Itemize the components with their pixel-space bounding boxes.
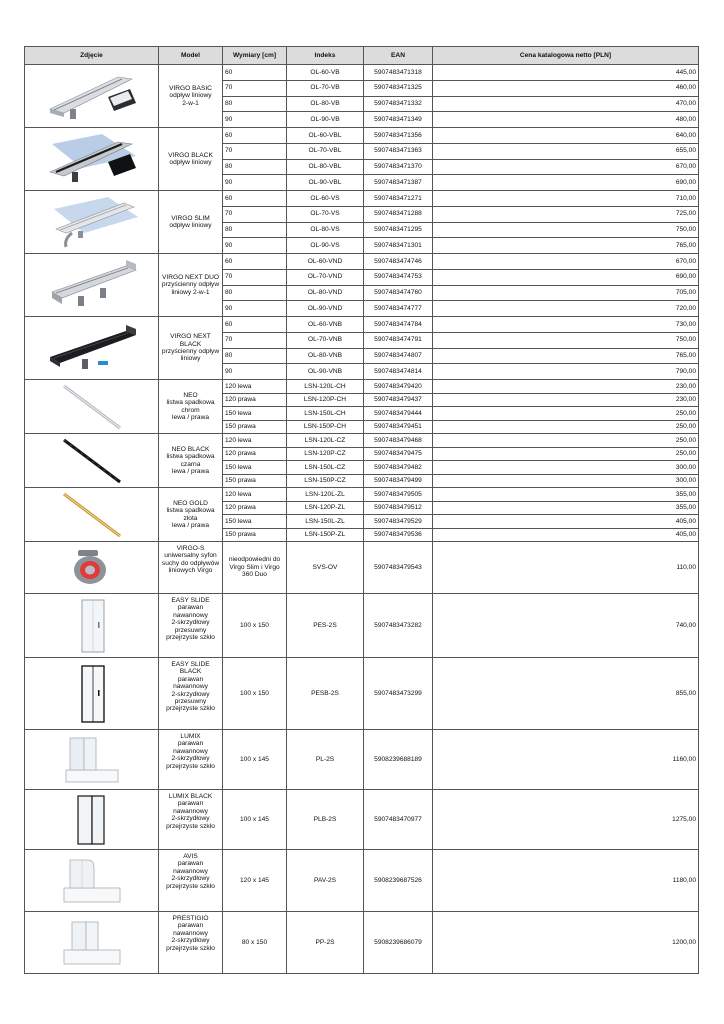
ean-cell: 5907483479437 [364,393,433,407]
table-row [25,65,699,81]
header-model: Model [159,47,223,65]
dimension-cell: 80 [223,222,287,238]
model-name: PRESTIGIO parawan nawannowy 2-skrzydłowy przejrzyste szkło [159,912,223,974]
ean-cell: 5907483479543 [364,542,433,594]
model-name: NEO GOLD listwa spadkowa złota lewa / prawa [159,488,223,542]
shower-screen-black-photo [42,662,142,726]
ean-cell: 5907483471325 [364,80,433,96]
model-name: VIRGO NEXT DUO przyścienny odpływ liniowy 2-w-1 [159,254,223,317]
header-price: Cena katalogowa netto [PLN] [433,47,699,65]
dimension-cell: 150 lewa [223,407,287,421]
table-row [25,730,699,790]
dimension-cell: 80 [223,285,287,301]
index-cell: OL-80-VNB [287,348,364,364]
table-row [25,912,699,974]
price-cell: 250,00 [433,447,699,461]
dimension-cell: 90 [223,364,287,380]
product-photo-cell [25,850,159,912]
dimension-cell: 150 lewa [223,461,287,475]
model-name: EASY SLIDE BLACK parawan nawannowy 2-skrzydłowy przesuwny przejrzyste szkło [159,658,223,730]
index-cell: OL-80-VBL [287,159,364,175]
ean-cell: 5907483479475 [364,447,433,461]
ean-cell: 5907483471288 [364,206,433,222]
ean-cell: 5907483471318 [364,65,433,81]
dimension-cell: 150 prawa [223,528,287,542]
product-photo-cell [25,380,159,434]
price-cell: 480,00 [433,112,699,128]
ean-cell: 5907483471356 [364,128,433,144]
index-cell: OL-70-VNB [287,332,364,348]
table-row [25,380,699,394]
ean-cell: 5907483470977 [364,790,433,850]
price-cell: 725,00 [433,206,699,222]
ean-cell: 5907483471271 [364,191,433,207]
index-cell: OL-80-VND [287,285,364,301]
price-cell: 250,00 [433,434,699,448]
table-row [25,128,699,144]
ean-cell: 5907483479420 [364,380,433,394]
table-row [25,254,699,270]
index-cell: PLB-2S [287,790,364,850]
dimension-cell: 60 [223,254,287,270]
price-list-table [24,46,699,974]
bath-screen-black-photo [42,792,142,848]
table-row [25,317,699,333]
header-row [25,47,699,65]
model-name: VIRGO-S uniwersalny syfon suchy do odpływów liniowych Virgo [159,542,223,594]
table-row [25,542,699,594]
price-cell: 720,00 [433,301,699,317]
price-cell: 1160,00 [433,730,699,790]
price-cell: 250,00 [433,407,699,421]
dimension-cell: 150 lewa [223,515,287,529]
product-photo-cell [25,65,159,128]
ean-cell: 5907483473282 [364,594,433,658]
index-cell: LSN-150L-ZL [287,515,364,529]
product-photo-cell [25,434,159,488]
price-cell: 765,00 [433,238,699,254]
ean-cell: 5907483479482 [364,461,433,475]
ean-cell: 5907483474784 [364,317,433,333]
dimension-cell: 100 x 145 [223,790,287,850]
dimension-cell: 70 [223,332,287,348]
ean-cell: 5907483474791 [364,332,433,348]
shower-screen-photo [42,596,142,656]
table-row [25,191,699,207]
index-cell: LSN-150L-CZ [287,461,364,475]
price-cell: 1275,00 [433,790,699,850]
index-cell: LSN-120P-CH [287,393,364,407]
ean-cell: 5907483471387 [364,175,433,191]
price-cell: 670,00 [433,159,699,175]
ean-cell: 5907483479451 [364,420,433,434]
dimension-cell: 80 [223,96,287,112]
index-cell: PAV-2S [287,850,364,912]
product-photo-cell [25,730,159,790]
price-cell: 300,00 [433,461,699,475]
price-cell: 230,00 [433,393,699,407]
header-photo: Zdjęcie [25,47,159,65]
model-name: VIRGO BASIC odpływ liniowy 2-w-1 [159,65,223,128]
dimension-cell: 70 [223,269,287,285]
price-cell: 705,00 [433,285,699,301]
price-cell: 740,00 [433,594,699,658]
ean-cell: 5907483474777 [364,301,433,317]
price-cell: 790,00 [433,364,699,380]
index-cell: OL-60-VS [287,191,364,207]
model-name: NEO listwa spadkowa chrom lewa / prawa [159,380,223,434]
price-cell: 1180,00 [433,850,699,912]
index-cell: LSN-150P-CZ [287,474,364,488]
price-cell: 460,00 [433,80,699,96]
index-cell: LSN-120L-CH [287,380,364,394]
price-cell: 405,00 [433,515,699,529]
ean-cell: 5908239687526 [364,850,433,912]
dimension-cell: 60 [223,128,287,144]
index-cell: OL-60-VBL [287,128,364,144]
linear-drain-slim-photo [42,195,142,250]
index-cell: OL-70-VS [287,206,364,222]
index-cell: OL-90-VB [287,112,364,128]
dimension-cell: 120 lewa [223,434,287,448]
table-row [25,790,699,850]
index-cell: LSN-150P-ZL [287,528,364,542]
ean-cell: 5907483479505 [364,488,433,502]
dimension-cell: 100 x 145 [223,730,287,790]
table-row [25,658,699,730]
dimension-cell: 60 [223,317,287,333]
dimension-cell: 120 prawa [223,501,287,515]
price-cell: 110,00 [433,542,699,594]
ean-cell: 5907483471349 [364,112,433,128]
index-cell: OL-70-VBL [287,143,364,159]
dimension-cell: 120 lewa [223,488,287,502]
linear-drain-black-photo [42,132,142,187]
table-row [25,488,699,502]
price-cell: 355,00 [433,501,699,515]
price-cell: 730,00 [433,317,699,333]
index-cell: SVS-OV [287,542,364,594]
model-name: VIRGO BLACK odpływ liniowy [159,128,223,191]
table-row [25,434,699,448]
ean-cell: 5907483479512 [364,501,433,515]
dimension-cell: 120 prawa [223,393,287,407]
product-photo-cell [25,542,159,594]
ean-cell: 5907483479529 [364,515,433,529]
product-photo-cell [25,488,159,542]
wall-drain-black-photo [42,321,142,376]
price-cell: 855,00 [433,658,699,730]
index-cell: LSN-120L-ZL [287,488,364,502]
dimension-cell: 100 x 150 [223,658,287,730]
model-name: NEO BLACK listwa spadkowa czarna lewa / prawa [159,434,223,488]
dimension-cell: nieodpowiedni do Virgo Slim i Virgo 360 Duo [223,542,287,594]
bath-screen-avis-photo [42,852,142,910]
index-cell: OL-90-VND [287,301,364,317]
model-name: LUMIX parawan nawannowy 2-skrzydłowy przejrzyste szkło [159,730,223,790]
ean-cell: 5907483474807 [364,348,433,364]
product-photo-cell [25,191,159,254]
index-cell: PES-2S [287,594,364,658]
siphon-photo [42,544,142,592]
dimension-cell: 120 prawa [223,447,287,461]
ean-cell: 5908239686079 [364,912,433,974]
index-cell: LSN-120P-ZL [287,501,364,515]
ean-cell: 5907483471332 [364,96,433,112]
dimension-cell: 90 [223,238,287,254]
price-cell: 765,00 [433,348,699,364]
dimension-cell: 80 [223,159,287,175]
index-cell: OL-80-VS [287,222,364,238]
ean-cell: 5907483471295 [364,222,433,238]
index-cell: PL-2S [287,730,364,790]
index-cell: LSN-150P-CH [287,420,364,434]
index-cell: LSN-150L-CH [287,407,364,421]
price-cell: 470,00 [433,96,699,112]
dimension-cell: 70 [223,80,287,96]
model-name: EASY SLIDE parawan nawannowy 2-skrzydłowy przesuwny przejrzyste szkło [159,594,223,658]
ean-cell: 5907483474760 [364,285,433,301]
product-photo-cell [25,790,159,850]
slope-strip-black-photo [42,436,142,486]
dimension-cell: 100 x 150 [223,594,287,658]
index-cell: OL-60-VNB [287,317,364,333]
header-dimensions: Wymiary [cm] [223,47,287,65]
product-photo-cell [25,594,159,658]
product-photo-cell [25,128,159,191]
index-cell: PESB-2S [287,658,364,730]
dimension-cell: 120 lewa [223,380,287,394]
price-cell: 640,00 [433,128,699,144]
bath-screen-prestigio-photo [42,914,142,972]
product-photo-cell [25,317,159,380]
model-name: VIRGO NEXT BLACK przyścienny odpływ liniowy [159,317,223,380]
index-cell: LSN-120P-CZ [287,447,364,461]
dimension-cell: 90 [223,175,287,191]
product-photo-cell [25,658,159,730]
index-cell: OL-60-VND [287,254,364,270]
index-cell: LSN-120L-CZ [287,434,364,448]
header-index: Indeks [287,47,364,65]
dimension-cell: 150 prawa [223,420,287,434]
dimension-cell: 70 [223,206,287,222]
ean-cell: 5907483479444 [364,407,433,421]
product-photo-cell [25,254,159,317]
index-cell: OL-90-VBL [287,175,364,191]
index-cell: OL-90-VS [287,238,364,254]
index-cell: OL-70-VND [287,269,364,285]
ean-cell: 5907483479536 [364,528,433,542]
slope-strip-chrome-photo [42,382,142,432]
ean-cell: 5907483471363 [364,143,433,159]
model-name: LUMIX BLACK parawan nawannowy 2-skrzydłowy przejrzyste szkło [159,790,223,850]
model-name: AVIS parawan nawannowy 2-skrzydłowy przejrzyste szkło [159,850,223,912]
dimension-cell: 150 prawa [223,474,287,488]
dimension-cell: 80 [223,348,287,364]
wall-drain-duo-photo [42,258,142,313]
price-cell: 230,00 [433,380,699,394]
ean-cell: 5907483474814 [364,364,433,380]
dimension-cell: 60 [223,191,287,207]
price-cell: 355,00 [433,488,699,502]
price-cell: 690,00 [433,175,699,191]
price-cell: 750,00 [433,222,699,238]
ean-cell: 5908239688189 [364,730,433,790]
index-cell: OL-80-VB [287,96,364,112]
bath-screen-photo [42,732,142,788]
dimension-cell: 80 x 150 [223,912,287,974]
linear-drain-chrome-photo [42,69,142,124]
dimension-cell: 90 [223,112,287,128]
index-cell: OL-70-VB [287,80,364,96]
price-cell: 405,00 [433,528,699,542]
price-cell: 655,00 [433,143,699,159]
price-cell: 690,00 [433,269,699,285]
dimension-cell: 120 x 145 [223,850,287,912]
table-row [25,850,699,912]
model-name: VIRGO SLIM odpływ liniowy [159,191,223,254]
ean-cell: 5907483479499 [364,474,433,488]
index-cell: PP-2S [287,912,364,974]
table-row [25,594,699,658]
ean-cell: 5907483471301 [364,238,433,254]
price-cell: 670,00 [433,254,699,270]
dimension-cell: 70 [223,143,287,159]
price-cell: 1200,00 [433,912,699,974]
ean-cell: 5907483474746 [364,254,433,270]
price-cell: 250,00 [433,420,699,434]
price-cell: 445,00 [433,65,699,81]
index-cell: OL-90-VNB [287,364,364,380]
header-ean: EAN [364,47,433,65]
ean-cell: 5907483474753 [364,269,433,285]
ean-cell: 5907483471370 [364,159,433,175]
index-cell: OL-60-VB [287,65,364,81]
price-cell: 300,00 [433,474,699,488]
price-cell: 750,00 [433,332,699,348]
product-photo-cell [25,912,159,974]
ean-cell: 5907483473299 [364,658,433,730]
slope-strip-gold-photo [42,490,142,540]
ean-cell: 5907483479468 [364,434,433,448]
dimension-cell: 60 [223,65,287,81]
price-cell: 710,00 [433,191,699,207]
dimension-cell: 90 [223,301,287,317]
